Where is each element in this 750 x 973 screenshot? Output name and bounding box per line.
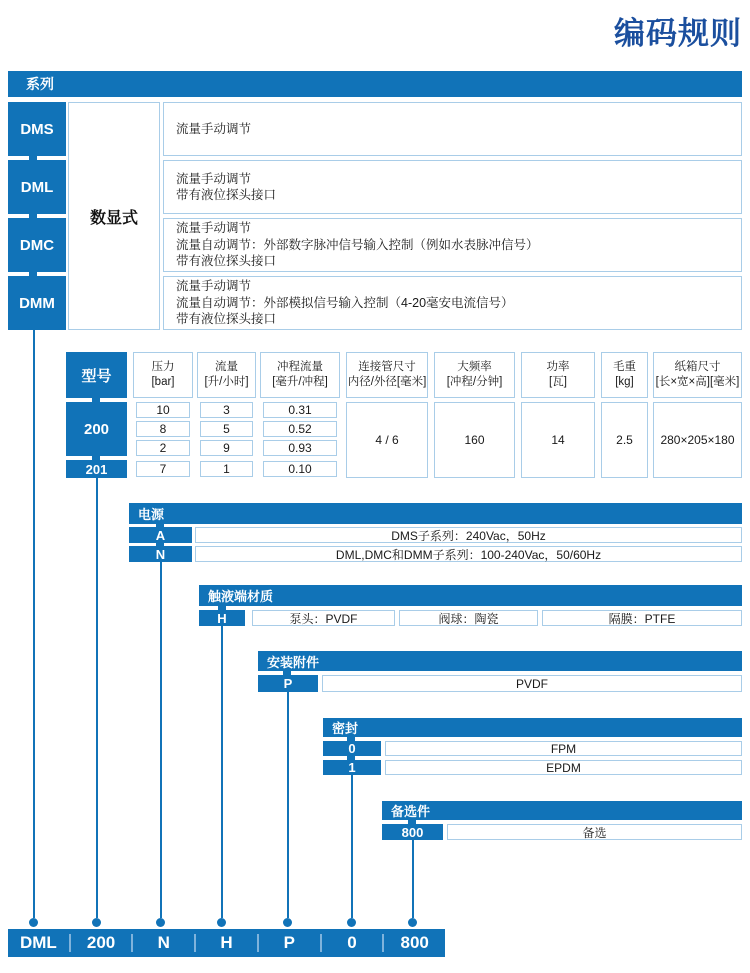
seal-desc-0: FPM	[385, 741, 742, 756]
options-section-bar	[382, 801, 742, 820]
col-unit: [冲程/分钟]	[446, 376, 503, 388]
series-section-bar	[8, 71, 742, 97]
col-label: 大频率	[457, 361, 492, 373]
wetted-section-label: 触液端材质	[208, 589, 274, 604]
series-desc-dmc	[163, 218, 742, 272]
mounting-section-label: 安装附件	[267, 654, 320, 670]
col-unit: [bar]	[151, 376, 175, 388]
table-cell: 8	[136, 421, 190, 437]
series-section-label: 系列	[26, 76, 54, 92]
table-cell: 9	[200, 440, 253, 456]
col-flow	[197, 352, 256, 398]
col-unit: [长×宽×高][毫米]	[655, 376, 740, 388]
display-type-box	[68, 102, 160, 330]
col-power	[521, 352, 595, 398]
options-desc: 备选	[447, 824, 742, 840]
col-unit: [毫升/冲程]	[272, 376, 328, 388]
col-label: 压力	[151, 361, 175, 373]
connector-dot	[408, 918, 417, 927]
desc-line: 带有液位探头接口	[176, 254, 277, 269]
connector-dot	[29, 918, 38, 927]
wetted-pump-head: 泵头：PVDF	[252, 610, 395, 626]
col-pipe-size	[346, 352, 428, 398]
desc-line: 流量自动调节：外部模拟信号输入控制（4-20毫安电流信号）	[176, 295, 514, 310]
table-cell: 0.10	[263, 461, 337, 477]
connector-dot	[283, 918, 292, 927]
code-segment-model: 200	[86, 933, 116, 952]
code-segment-mounting: P	[283, 933, 295, 952]
code-segment-power: N	[157, 933, 170, 952]
connector-tab	[29, 156, 37, 160]
power-section-bar	[129, 503, 742, 524]
power-code-n: N	[129, 546, 192, 562]
desc-line: 流量手动调节	[176, 221, 252, 236]
seal-section-bar	[323, 718, 742, 737]
wetted-valve-ball: 阀球：陶瓷	[399, 610, 538, 626]
series-code-dms: DMS	[8, 102, 66, 156]
col-label: 连接管尺寸	[358, 361, 416, 373]
desc-line: 流量手动调节	[176, 121, 252, 136]
wetted-section-bar	[199, 585, 742, 606]
col-label: 流量	[215, 361, 238, 373]
connector-dot	[347, 918, 356, 927]
seal-code-0: 0	[323, 741, 381, 756]
col-weight	[601, 352, 648, 398]
col-max-frequency	[434, 352, 515, 398]
power-desc-a: DMS子系列：240Vac，50Hz	[195, 527, 742, 543]
connector-dot	[92, 918, 101, 927]
col-label: 毛重	[613, 361, 636, 373]
desc-line: 流量自动调节：外部数字脉冲信号输入控制（例如水表脉冲信号）	[176, 237, 539, 252]
mounting-section-bar	[258, 651, 742, 671]
desc-line: 带有液位探头接口	[176, 188, 277, 202]
col-unit: [kg]	[615, 376, 634, 388]
model-header-cell: 型号	[66, 352, 127, 398]
model-201-cell: 201	[66, 460, 127, 478]
col-unit: 内径/外径[毫米]	[347, 376, 427, 388]
code-segment-wetted: H	[220, 933, 233, 952]
series-desc-dms	[163, 102, 742, 156]
table-cell: 10	[136, 402, 190, 418]
col-label: 功率	[546, 361, 570, 373]
table-cell: 1	[200, 461, 253, 477]
seal-desc-1: EPDM	[385, 760, 742, 775]
example-code-bar	[8, 929, 445, 957]
desc-line: 流量手动调节	[176, 279, 252, 294]
power-section-label: 电源	[138, 507, 165, 522]
table-cell: 0.31	[263, 402, 337, 418]
table-cell: 2	[136, 440, 190, 456]
col-label: 纸箱尺寸	[674, 361, 721, 373]
shared-frequency: 160	[434, 402, 515, 478]
wetted-diaphragm: 隔膜：PTFE	[542, 610, 742, 626]
col-unit: [瓦]	[549, 376, 567, 388]
power-code-a: A	[129, 527, 192, 543]
series-desc-dmm	[163, 276, 742, 330]
connector-line-mounting	[287, 692, 289, 918]
display-type-label: 数显式	[89, 209, 138, 227]
page-title: 编码规则	[614, 16, 742, 51]
shared-pipe-size: 4 / 6	[346, 402, 428, 478]
connector-dot	[156, 918, 165, 927]
mounting-desc: PVDF	[322, 675, 742, 692]
desc-line: 流量手动调节	[176, 171, 252, 186]
power-desc-n: DML,DMC和DMM子系列：100-240Vac，50/60Hz	[195, 546, 742, 562]
code-segment-series: DML	[19, 933, 57, 952]
connector-line-power	[160, 562, 162, 918]
table-cell: 7	[136, 461, 190, 477]
seal-code-1: 1	[323, 760, 381, 775]
table-cell: 5	[200, 421, 253, 437]
shared-weight: 2.5	[601, 402, 648, 478]
wetted-code-h: H	[199, 610, 245, 626]
connector-tab	[29, 214, 37, 218]
table-cell: 0.52	[263, 421, 337, 437]
connector-line-wetted	[221, 626, 223, 918]
series-code-dml: DML	[8, 160, 66, 214]
col-unit: [升/小时]	[204, 376, 249, 388]
connector-tab	[29, 272, 37, 276]
col-stroke-volume	[260, 352, 340, 398]
code-segment-options: 800	[400, 933, 429, 952]
connector-line-series	[33, 330, 35, 918]
options-code-800: 800	[382, 824, 443, 840]
model-200-cell: 200	[66, 402, 127, 456]
shared-power: 14	[521, 402, 595, 478]
options-section-label: 备选件	[391, 804, 431, 819]
connector-line-model	[96, 478, 98, 918]
col-carton-size	[653, 352, 742, 398]
table-cell: 0.93	[263, 440, 337, 456]
series-code-dmc: DMC	[8, 218, 66, 272]
mounting-code-p: P	[258, 675, 318, 692]
shared-carton: 280×205×180	[653, 402, 742, 478]
col-pressure	[133, 352, 193, 398]
desc-line: 带有液位探头接口	[176, 312, 277, 327]
seal-section-label: 密封	[332, 721, 359, 736]
code-segment-seal: 0	[347, 933, 357, 952]
connector-line-seal	[351, 775, 353, 918]
col-label: 冲程流量	[277, 361, 323, 373]
series-desc-dml	[163, 160, 742, 214]
connector-line-options	[412, 840, 414, 918]
series-code-dmm: DMM	[8, 276, 66, 330]
table-cell: 3	[200, 402, 253, 418]
connector-dot	[217, 918, 226, 927]
